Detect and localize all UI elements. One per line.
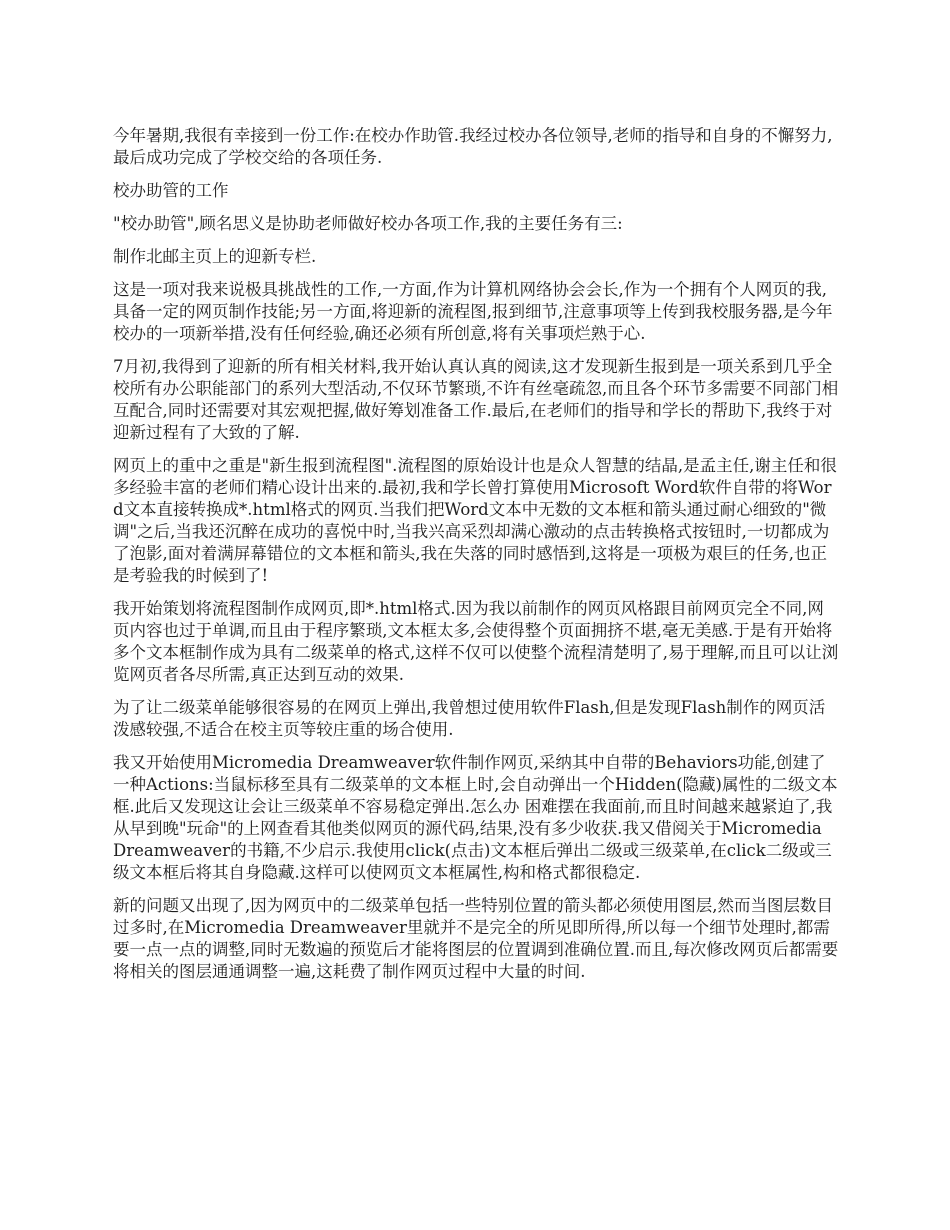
intro-paragraph: 今年暑期,我很有幸接到一份工作:在校办作助管.我经过校办各位领导,老师的指导和自身的不懈努力,最后成功完成了学校交给的各项任务. — [113, 126, 833, 167]
july-paragraph: 7月初,我得到了迎新的所有相关材料,我开始认真认真的阅读,这才发现新生报到是一项关系到几乎全校所有办公职能部门的系列大型活动,不仅环节繁琐,不许有丝毫疏忽,而且各个环节多需要不同部门相互配合,同时还需要对其宏观把握,做好筹划准备工作.最后,在老师们的指导和学长的帮助下,我终于对迎新过程有了大致的了解. — [113, 357, 839, 442]
layers-paragraph: 新的问题又出现了,因为网页中的二级菜单包括一些特别位置的箭头都必须使用图层,然而当图层数目过多时,在Micromedia Dreamweaver里就并不是完全的所见即所得,所以每一个细节处理时,都需要一点一点的调整,同时无数遍的预览后才能将图层的位置调到准确位置.而且,每次修改网页后都需要将相关的图层通通调整一遍,这耗费了制作网页过程中大量的时间. — [113, 896, 839, 981]
dreamweaver-paragraph: 我又开始使用Micromedia Dreamweaver软件制作网页,采纳其中自带的Behaviors功能,创建了一种Actions:当鼠标移至具有二级菜单的文本框上时,会自动弹出一个Hidden(隐藏)属性的二级文本框.此后又发现这让会让三级菜单不容易稳定弹出.怎么办 困难摆在我面前,而且时间越来越紧迫了,我从早到晚"玩命"的上网查看其他类似网页的源代码,结果,没有多少收获.我又借阅关于Micromedia Dreamweaver的书籍,不少启示.我使用click(点击)文本框后弹出二级或三级菜单,在click二级或三级文本框后将其自身隐藏.这样可以使网页文本框属性,构和格式都很稳定. — [113, 753, 838, 882]
document-body — [113, 125, 839, 994]
task-one-paragraph: 制作北邮主页上的迎新专栏. — [113, 247, 317, 266]
tasks-intro-paragraph: "校办助管",顾名思义是协助老师做好校办各项工作,我的主要任务有三: — [113, 214, 623, 233]
flash-paragraph: 为了让二级菜单能够很容易的在网页上弹出,我曾想过使用软件Flash,但是发现Flash制作的网页活泼感较强,不适合在校主页等较庄重的场合使用. — [113, 698, 826, 739]
challenge-paragraph: 这是一项对我来说极具挑战性的工作,一方面,作为计算机网络协会会长,作为一个拥有个人网页的我,具备一定的网页制作技能;另一方面,将迎新的流程图,报到细节,注意事项等上传到我校服务器,是今年校办的一项新举措,没有任何经验,确还必须有所创意,将有关事项烂熟于心. — [113, 280, 833, 343]
planning-paragraph: 我开始策划将流程图制作成网页,即*.html格式.因为我以前制作的网页风格跟目前网页完全不同,网页内容也过于单调,而且由于程序繁琐,文本框太多,会使得整个页面拥挤不堪,毫无美感.于是有开始将多个文本框制作成为具有二级菜单的格式,这样不仅可以使整个流程清楚明了,易于理解,而且可以让浏览网页者各尽所需,真正达到互动的效果. — [113, 599, 839, 684]
flowchart-paragraph: 网页上的重中之重是"新生报到流程图".流程图的原始设计也是众人智慧的结晶,是孟主任,谢主任和很多经验丰富的老师们精心设计出来的.最初,我和学长曾打算使用Microsoft Word软件自带的将Word文本直接转换成*.html格式的网页.当我们把Word文本中无数的文本框和箭头通过耐心细致的"微调"之后,当我还沉醉在成功的喜悦中时,当我兴高采烈却满心激动的点击转换格式按钮时,一切都成为了泡影,面对着满屏幕错位的文本框和箭头,我在失落的同时感悟到,这将是一项极为艰巨的任务,也正是考验我的时候到了! — [113, 456, 837, 585]
section-heading: 校办助管的工作 — [113, 181, 229, 200]
